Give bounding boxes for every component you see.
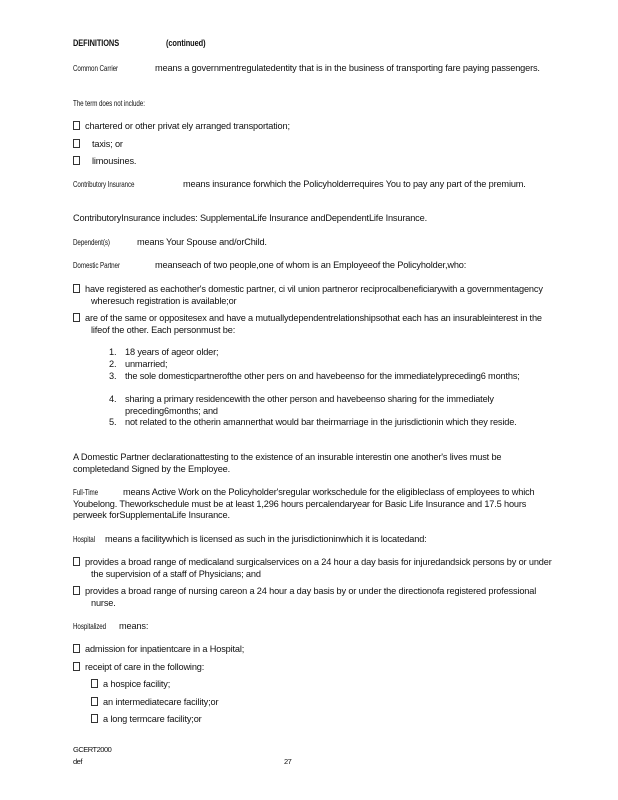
checkbox-icon — [91, 679, 98, 688]
term-hospitalized: Hospitalized — [73, 622, 107, 631]
continued-label: (continued) — [166, 38, 206, 49]
numbered-item: 2. unmarried; — [109, 359, 168, 369]
sub-list-item: a hospice facility; — [91, 679, 561, 691]
list-item: admission for inpatientcare in a Hospital; — [73, 644, 543, 656]
checkbox-icon — [73, 313, 80, 322]
checkbox-icon — [73, 156, 80, 165]
list-item: receipt of care in the following: — [73, 662, 543, 674]
term-does-not-include: The term does not include: — [73, 99, 145, 108]
contributory-includes: ContributoryInsurance includes: SupplementaLife Insurance andDependentLife Insurance. — [73, 213, 427, 223]
sub-list-item: a long termcare facility;or — [91, 714, 561, 726]
section-header — [73, 38, 217, 49]
list-item: provides a broad range of nursing careon a 24 hour a day basis by or under the directionofa registered professional nurse. — [73, 586, 561, 609]
term-domestic-partner: Domestic Partner — [73, 261, 120, 270]
definition-full-time: Full-Time means Active Work on the Policyholder'sregular workschedule for the eligibleclass of employees to which Youbelong. Theworkschedule must be at least 1,296 hours percalendaryear for Basic Life Insurance and 17.5 hours perweek forSupplementaLife Insurance. — [73, 487, 535, 520]
list-item: have registered as eachother's domestic partner, ci vil union partneror reciprocalbeneficiarywith a governmentagency wheresuch registration is available;or — [73, 284, 561, 307]
list-item: limousines. — [73, 156, 543, 168]
page-number: 27 — [284, 757, 292, 766]
term-hospital: Hospital — [73, 535, 95, 544]
footer-section-code: def — [73, 757, 82, 766]
list-item: are of the same or oppositesex and have a mutuallydependentrelationshipsothat each has an insurableinterest in the lifeof the other. Each personmust be: — [73, 313, 561, 336]
definition-dependents: Dependent(s) means Your Spouse and/orChild. — [73, 237, 267, 247]
definition-hospitalized: Hospitalized means: — [73, 621, 149, 631]
section-title: DEFINITIONS — [73, 38, 120, 49]
term-common-carrier: Common Carrier — [73, 64, 119, 73]
sub-list-item: an intermediatecare facility;or — [91, 697, 561, 709]
checkbox-icon — [73, 557, 80, 566]
term-dependents: Dependent(s) — [73, 238, 110, 247]
term-full-time: Full-Time — [73, 488, 99, 497]
checkbox-icon — [91, 714, 98, 723]
checkbox-icon — [73, 644, 80, 653]
list-item: taxis; or — [73, 139, 543, 151]
numbered-item: 3. the sole domesticpartnerofthe other pers on and havebeenso for the immediatelypreceding6 months; — [109, 371, 520, 381]
checkbox-icon — [73, 662, 80, 671]
definition-contributory-insurance: Contributory Insurance means insurance forwhich the Policyholderrequires You to pay any part of the premium. — [73, 179, 526, 189]
checkbox-icon — [91, 697, 98, 706]
numbered-item: 5. not related to the otherin amannerthat would bar theirmarriage in the jurisdictionin which they reside. — [109, 417, 517, 427]
definition-text: means a governmentregulatedentity that is in the business of transporting fare paying passengers. — [155, 63, 540, 73]
checkbox-icon — [73, 586, 80, 595]
numbered-item: 1. 18 years of ageor older; — [109, 347, 219, 357]
list-item: provides a broad range of medicaland surgicalservices on a 24 hour a day basis for injuredandsick persons by or under the supervision of a staff of Physicians; and — [73, 557, 561, 580]
domestic-partner-declaration: A Domestic Partner declarationattesting to the existence of an insurable interestin one another's lives must be completedand Signed by the Employee. — [73, 452, 502, 474]
checkbox-icon — [73, 284, 80, 293]
definition-common-carrier — [73, 63, 553, 75]
footer-form-id: GCERT2000 — [73, 745, 112, 754]
term-contributory-insurance: Contributory Insurance — [73, 180, 135, 189]
definition-domestic-partner: Domestic Partner meanseach of two people,one of whom is an Employeeof the Policyholder,who: — [73, 260, 467, 270]
checkbox-icon — [73, 139, 80, 148]
checkbox-icon — [73, 121, 80, 130]
numbered-item: 4. sharing a primary residencewith the other person and havebeenso sharing for the immediately preceding6months; and — [109, 394, 494, 416]
list-item: chartered or other privat ely arranged transportation; — [73, 121, 543, 133]
definition-hospital: Hospital means a facilitywhich is licensed as such in the jurisdictioninwhich it is locatedand: — [73, 534, 427, 544]
